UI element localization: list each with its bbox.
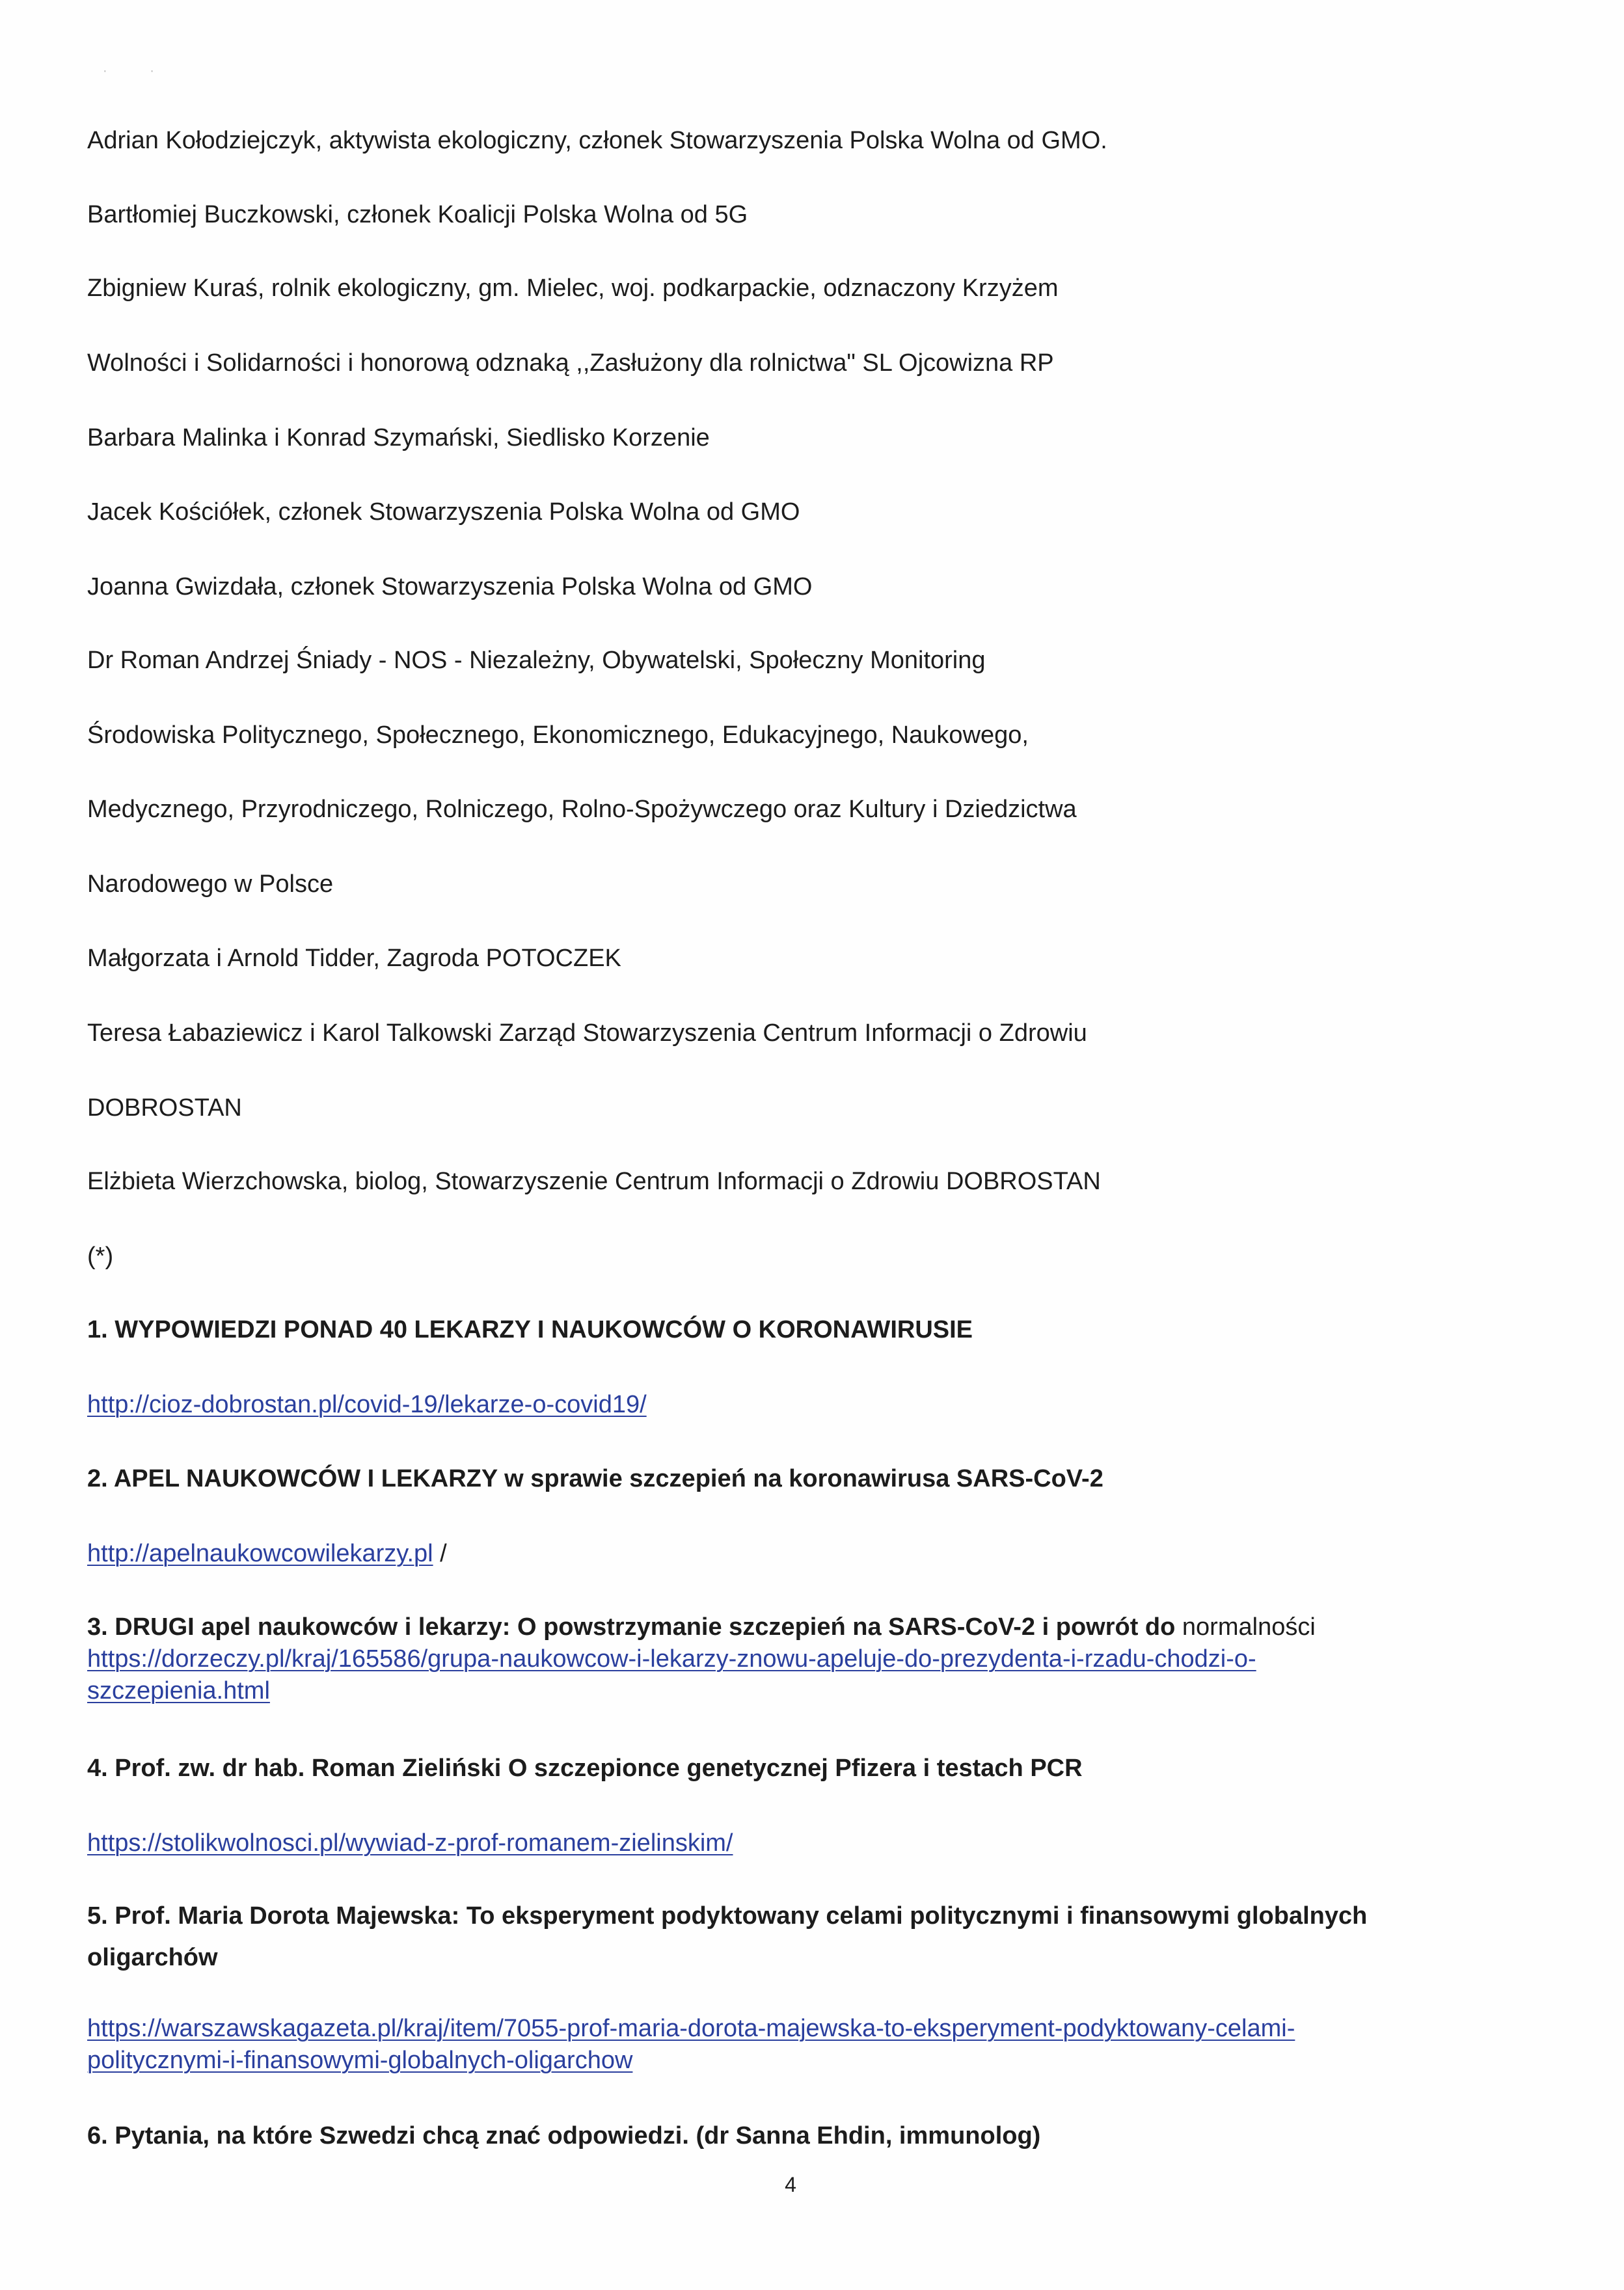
signatory-line: Adrian Kołodziejczyk, aktywista ekologiczny, członek Stowarzyszenia Polska Wolna od GMO. — [87, 127, 1107, 154]
reference-link-3-line1[interactable]: https://dorzeczy.pl/kraj/165586/grupa-naukowcow-i-lekarzy-znowu-apeluje-do-prezydenta-i-rzadu-chodzi-o- — [87, 1645, 1256, 1673]
signatory-line: Jacek Kościółek, członek Stowarzyszenia Polska Wolna od GMO — [87, 498, 800, 526]
scan-artifact: · · — [103, 64, 174, 78]
reference-title-2: 2. APEL NAUKOWCÓW I LEKARZY w sprawie szczepień na koronawirusa SARS-CoV-2 — [87, 1465, 1103, 1492]
reference-title-1: 1. WYPOWIEDZI PONAD 40 LEKARZY I NAUKOWCÓW O KORONAWIRUSIE — [87, 1316, 973, 1343]
reference-title-3: 3. DRUGI apel naukowców i lekarzy: O powstrzymanie szczepień na SARS-CoV-2 i powrót do — [87, 1613, 1176, 1641]
reference-link-2-suffix: / — [433, 1540, 447, 1567]
signatory-line: Środowiska Politycznego, Społecznego, Ekonomicznego, Edukacyjnego, Naukowego, — [87, 721, 1029, 749]
signatory-line: DOBROSTAN — [87, 1094, 242, 1122]
signatory-line: Dr Roman Andrzej Śniady - NOS - Niezależny, Obywatelski, Społeczny Monitoring — [87, 647, 986, 674]
reference-title-3-tail: normalności — [1175, 1613, 1316, 1641]
reference-link-3-line2[interactable]: szczepienia.html — [87, 1677, 270, 1704]
reference-link-5-line1[interactable]: https://warszawskagazeta.pl/kraj/item/7055-prof-maria-dorota-majewska-to-eksperyment-podyktowany-celami- — [87, 2015, 1295, 2042]
footnote-marker: (*) — [87, 1243, 114, 1270]
reference-title-5-line2: oligarchów — [87, 1944, 218, 1971]
signatory-line: Wolności i Solidarności i honorową odznaką ,,Zasłużony dla rolnictwa" SL Ojcowizna RP — [87, 349, 1054, 377]
signatory-line: Elżbieta Wierzchowska, biolog, Stowarzyszenie Centrum Informacji o Zdrowiu DOBROSTAN — [87, 1168, 1101, 1195]
signatory-line: Barbara Malinka i Konrad Szymański, Siedlisko Korzenie — [87, 424, 710, 451]
signatory-line: Narodowego w Polsce — [87, 870, 334, 898]
signatory-line: Bartłomiej Buczkowski, członek Koalicji Polska Wolna od 5G — [87, 201, 748, 228]
signatory-line: Joanna Gwizdała, członek Stowarzyszenia Polska Wolna od GMO — [87, 573, 813, 600]
reference-title-5-line1: 5. Prof. Maria Dorota Majewska: To eksperyment podyktowany celami politycznymi i finansowymi globalnych — [87, 1902, 1368, 1930]
reference-link-2[interactable]: http://apelnaukowcowilekarzy.pl — [87, 1540, 433, 1567]
reference-link-5-line2[interactable]: politycznymi-i-finansowymi-globalnych-oligarchow — [87, 2047, 633, 2074]
signatory-line: Zbigniew Kuraś, rolnik ekologiczny, gm. Mielec, woj. podkarpackie, odznaczony Krzyżem — [87, 275, 1059, 302]
page-number: 4 — [785, 2173, 796, 2196]
reference-title-6: 6. Pytania, na które Szwedzi chcą znać odpowiedzi. (dr Sanna Ehdin, immunolog) — [87, 2122, 1041, 2149]
signatory-line: Medycznego, Przyrodniczego, Rolniczego, Rolno-Spożywczego oraz Kultury i Dziedzictwa — [87, 796, 1077, 823]
reference-title-4: 4. Prof. zw. dr hab. Roman Zieliński O szczepionce genetycznej Pfizera i testach PCR — [87, 1755, 1083, 1782]
reference-link-4[interactable]: https://stolikwolnosci.pl/wywiad-z-prof-romanem-zielinskim/ — [87, 1829, 733, 1857]
reference-link-1[interactable]: http://cioz-dobrostan.pl/covid-19/lekarze-o-covid19/ — [87, 1391, 647, 1418]
signatory-line: Małgorzata i Arnold Tidder, Zagroda POTOCZEK — [87, 945, 621, 972]
signatory-line: Teresa Łabaziewicz i Karol Talkowski Zarząd Stowarzyszenia Centrum Informacji o Zdrowiu — [87, 1019, 1087, 1047]
